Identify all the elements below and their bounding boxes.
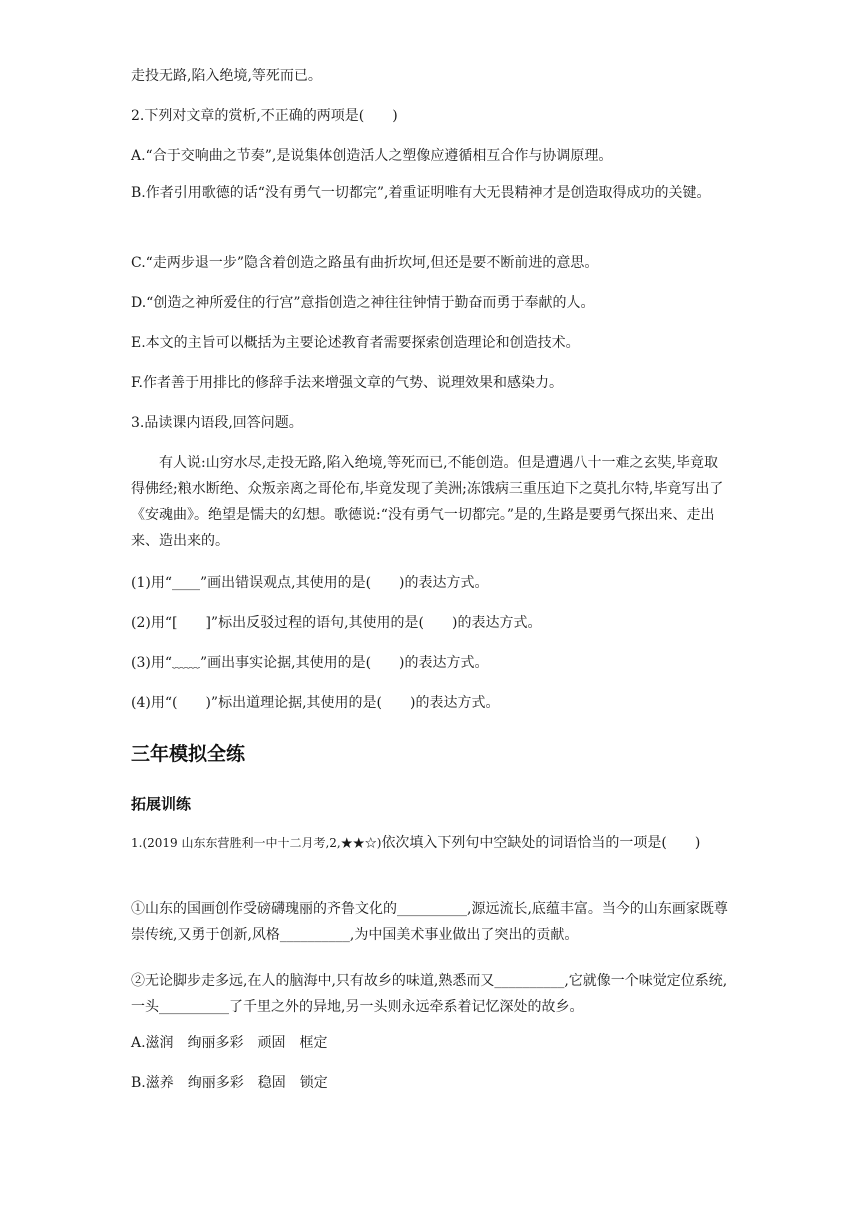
question-3-passage: 有人说:山穷水尽,走投无路,陷入绝境,等死而已,不能创造。但是遭遇八十一难之玄奘,毕竟取得佛经;粮水断绝、众叛亲离之哥伦布,毕竟发现了美洲;冻饿病三重压迫下之莫扎尔特,毕竟写出了《安魂曲》。绝望是懦夫的幻想。歌德说:“没有勇气一切都完。”是的,生路是要勇气探出来、走出来、造出来的。 — [131, 455, 724, 549]
question-2-stem: 2.下列对文章的赏析,不正确的两项是( ) — [131, 108, 398, 124]
question-2-option-d: D.“创造之神所爱住的行宫”意指创造之神往往钟情于勤奋而勇于奉献的人。 — [131, 295, 595, 311]
question-1-sentence-1: ①山东的国画创作受磅礴瑰丽的齐鲁文化的__________,源远流长,底蕴丰富。当今的山东画家既尊崇传统,又勇于创新,风格__________,为中国美术事业做出了突出的贡献。 — [131, 901, 728, 943]
question-3-part-4: (4)用“( )”标出道理论据,其使用的是( )的表达方式。 — [131, 695, 500, 711]
question-3-part-1: (1)用“____”画出错误观点,其使用的是( )的表达方式。 — [131, 575, 489, 591]
section-title: 三年模拟全练 — [131, 743, 246, 765]
question-2-option-f: F.作者善于用排比的修辞手法来增强文章的气势、说理效果和感染力。 — [131, 375, 563, 391]
question-1-stem: 依次填入下列句中空缺处的词语恰当的一项是( ) — [381, 835, 701, 851]
question-1-header — [131, 830, 731, 856]
question-1-option-b: B.滋养 绚丽多彩 稳固 锁定 — [131, 1075, 328, 1091]
question-3-part-2: (2)用“[ ]”标出反驳过程的语句,其使用的是( )的表达方式。 — [131, 615, 542, 631]
passage-tail-text: 走投无路,陷入绝境,等死而已。 — [131, 68, 322, 84]
question-2-option-e: E.本文的主旨可以概括为主要论述教育者需要探索创造理论和创造技术。 — [131, 335, 580, 351]
question-2-option-a: A.“合于交响曲之节奏”,是说集体创造活人之塑像应遵循相互合作与协调原理。 — [131, 148, 613, 164]
question-2-option-c: C.“走两步退一步”隐含着创造之路虽有曲折坎坷,但还是要不断前进的意思。 — [131, 255, 599, 271]
question-1-option-a: A.滋润 绚丽多彩 顽固 框定 — [131, 1035, 328, 1051]
subsection-title: 拓展训练 — [131, 795, 192, 813]
question-1-source: 1.(2019 山东东营胜利一中十二月考,2,★★☆) — [131, 836, 382, 850]
question-3-stem: 3.品读课内语段,回答问题。 — [131, 415, 303, 431]
question-3-part-3: (3)用“﹏﹏”画出事实论据,其使用的是( )的表达方式。 — [131, 655, 489, 671]
question-2-option-b: B.作者引用歌德的话“没有勇气一切都完”,着重证明唯有大无畏精神才是创造取得成功的关键。 — [131, 185, 711, 201]
question-1-sentence-2: ②无论脚步走多远,在人的脑海中,只有故乡的味道,熟悉而又__________,它就像一个味觉定位系统,一头__________了千里之外的异地,另一头则永远牵系着记忆深处的故乡。 — [131, 973, 728, 1015]
